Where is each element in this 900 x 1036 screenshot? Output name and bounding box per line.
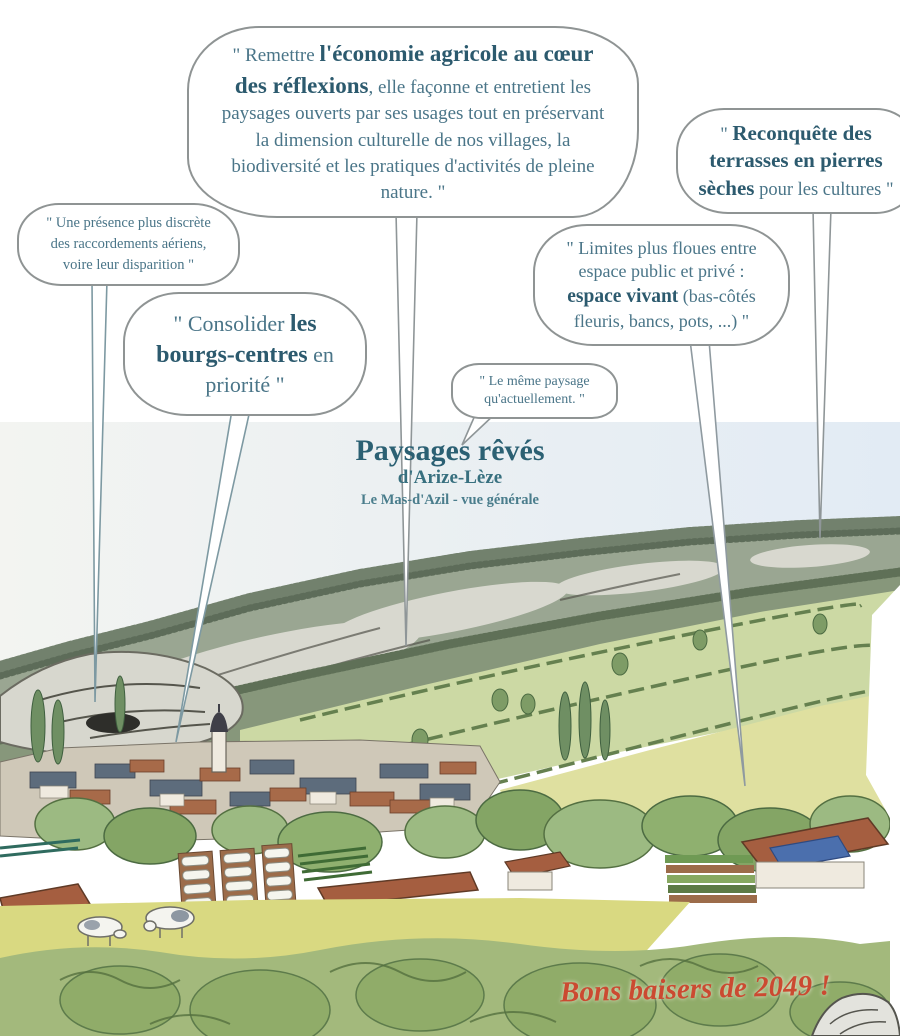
speech-bubble-reconquete	[676, 108, 900, 214]
house-center	[505, 852, 570, 890]
speech-bubble-economy	[187, 26, 639, 218]
page-caption: Le Mas-d'Azil - vue générale	[361, 491, 539, 508]
speech-bubble-reconquete-text: " Reconquête des terrasses en pierres sèches pour les cultures "	[698, 121, 894, 200]
speech-bubble-limites-text: " Limites plus floues entre espace public et privé : espace vivant (bas-côtés fleuris, bancs, pots, ...) "	[566, 237, 757, 331]
cave-mouth	[86, 713, 140, 733]
speech-bubble-presence	[17, 203, 240, 286]
speech-bubble-consolider-text: " Consolider les bourgs-centres en priorité "	[156, 310, 334, 397]
speech-bubble-meme-paysage-text: " Le même paysage qu'actuellement. "	[479, 373, 590, 407]
speech-bubble-presence-text: " Une présence plus discrète des raccordements aériens, voire leur disparition "	[46, 214, 211, 274]
page-title: Paysages rêvés	[355, 434, 545, 467]
speech-bubble-limites	[533, 224, 790, 346]
title-block	[250, 434, 650, 509]
postcard-note: Bons baisers de 2049 !	[559, 969, 832, 1009]
page-subtitle: d'Arize-Lèze	[397, 467, 503, 488]
speech-bubble-economy-text: " Remettre l'économie agricole au cœur des réflexions, elle façonne et entretient les paysages ouverts par ses usages tout en préservant la dimension culturelle de nos villages, la biodiversité et les pratiques d'activités de pleine nature. "	[221, 40, 605, 203]
speech-bubble-consolider	[123, 292, 367, 416]
speech-bubble-meme-paysage	[451, 363, 618, 419]
terraced-garden	[665, 855, 757, 903]
